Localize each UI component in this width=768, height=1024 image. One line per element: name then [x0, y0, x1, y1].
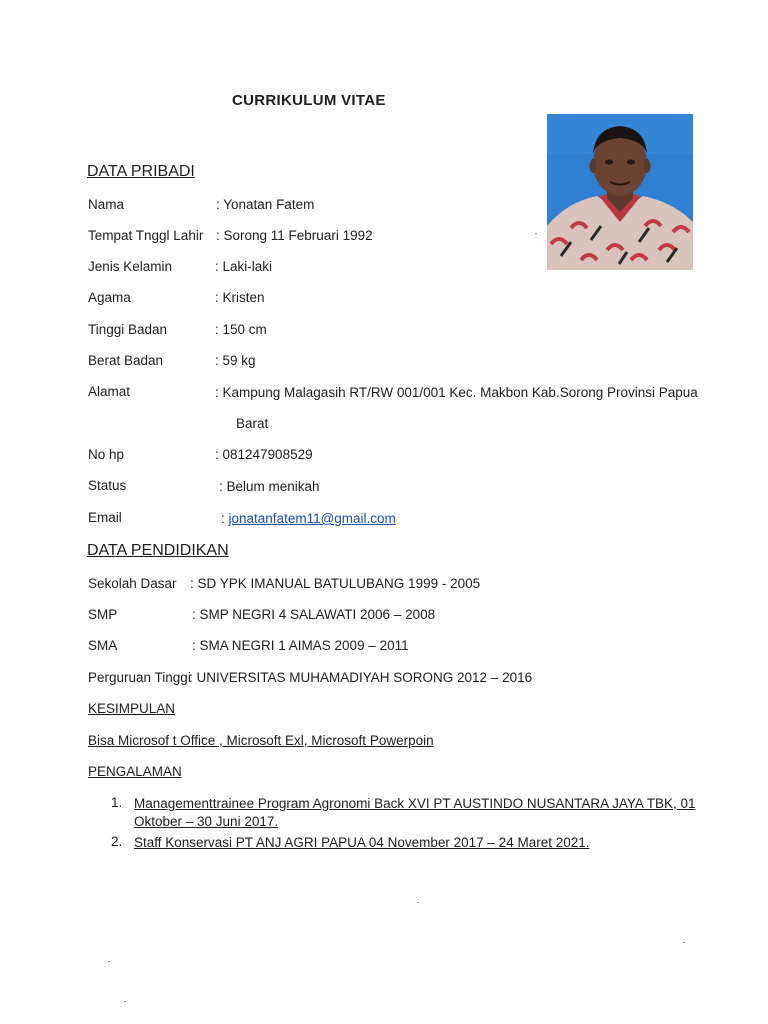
label-jenis-kelamin: Jenis Kelamin	[88, 259, 173, 274]
scan-speck	[108, 961, 110, 962]
label-perguruan-tinggi: Perguruan Tinggi	[88, 670, 191, 685]
email-prefix: :	[221, 511, 229, 526]
label-smp: SMP	[88, 607, 118, 622]
scan-speck	[535, 233, 537, 234]
label-berat-badan: Berat Badan	[88, 353, 164, 368]
label-tinggi-badan: Tinggi Badan	[88, 322, 168, 337]
value-jenis-kelamin: : Laki-laki	[215, 259, 273, 274]
value-smp: : SMP NEGRI 4 SALAWATI 2006 – 2008	[192, 607, 436, 622]
value-perguruan-tinggi: : UNIVERSITAS MUHAMADIYAH SORONG 2012 – 2016	[189, 670, 533, 685]
value-sekolah-dasar: : SD YPK IMANUAL BATULUBANG 1999 - 2005	[190, 576, 481, 591]
label-sma: SMA	[88, 638, 118, 653]
pengalaman-item-1-line-2: Oktober – 30 Juni 2017.	[134, 814, 279, 829]
value-no-hp: : 081247908529	[215, 447, 313, 462]
section-heading-data-pendidikan: DATA PENDIDIKAN	[87, 542, 229, 559]
label-status: Status	[88, 478, 127, 493]
value-alamat-line-2: Barat	[236, 416, 269, 431]
value-alamat: : Kampung Malagasih RT/RW 001/001 Kec. Makbon Kab.Sorong Provinsi Papua	[215, 385, 698, 400]
label-sekolah-dasar: Sekolah Dasar	[88, 576, 177, 591]
email-link[interactable]: jonatanfatem11@gmail.com	[228, 511, 396, 526]
scan-speck	[124, 1001, 126, 1002]
value-email	[221, 511, 396, 526]
section-heading-data-pribadi: DATA PRIBADI	[87, 163, 195, 180]
section-heading-pengalaman: PENGALAMAN	[88, 764, 182, 779]
pengalaman-item-1-line-1: Managementtrainee Program Agronomi Back XVI PT AUSTINDO NUSANTARA JAYA TBK, 01	[134, 796, 696, 811]
label-tempat-lahir: Tempat Tnggl Lahir	[88, 228, 204, 243]
value-status: : Belum menikah	[219, 479, 320, 494]
value-nama: : Yonatan Fatem	[216, 197, 315, 212]
value-agama: : Kristen	[215, 290, 265, 305]
value-berat-badan: : 59 kg	[215, 353, 256, 368]
scan-speck	[417, 902, 419, 903]
label-no-hp: No hp	[88, 447, 125, 462]
value-tinggi-badan: : 150 cm	[215, 322, 267, 337]
label-nama: Nama	[88, 197, 125, 212]
pengalaman-item-1-number: 1.	[111, 795, 123, 810]
value-sma: : SMA NEGRI 1 AIMAS 2009 – 2011	[192, 638, 409, 653]
profile-photo	[547, 114, 693, 270]
label-email: Email	[88, 510, 122, 525]
section-heading-kesimpulan: KESIMPULAN	[88, 701, 176, 716]
kesimpulan-text: Bisa Microsof t Office , Microsoft Exl, Microsoft Powerpoin	[88, 733, 434, 748]
document-title: CURRIKULUM VITAE	[232, 92, 386, 109]
label-agama: Agama	[88, 290, 131, 305]
value-tempat-lahir: : Sorong 11 Februari 1992	[216, 228, 373, 243]
pengalaman-item-2-number: 2.	[111, 834, 123, 849]
pengalaman-item-2-line-1: Staff Konservasi PT ANJ AGRI PAPUA 04 November 2017 – 24 Maret 2021.	[134, 835, 590, 850]
label-alamat: Alamat	[88, 384, 131, 399]
profile-photo-image	[547, 114, 693, 270]
scan-speck	[683, 942, 685, 943]
